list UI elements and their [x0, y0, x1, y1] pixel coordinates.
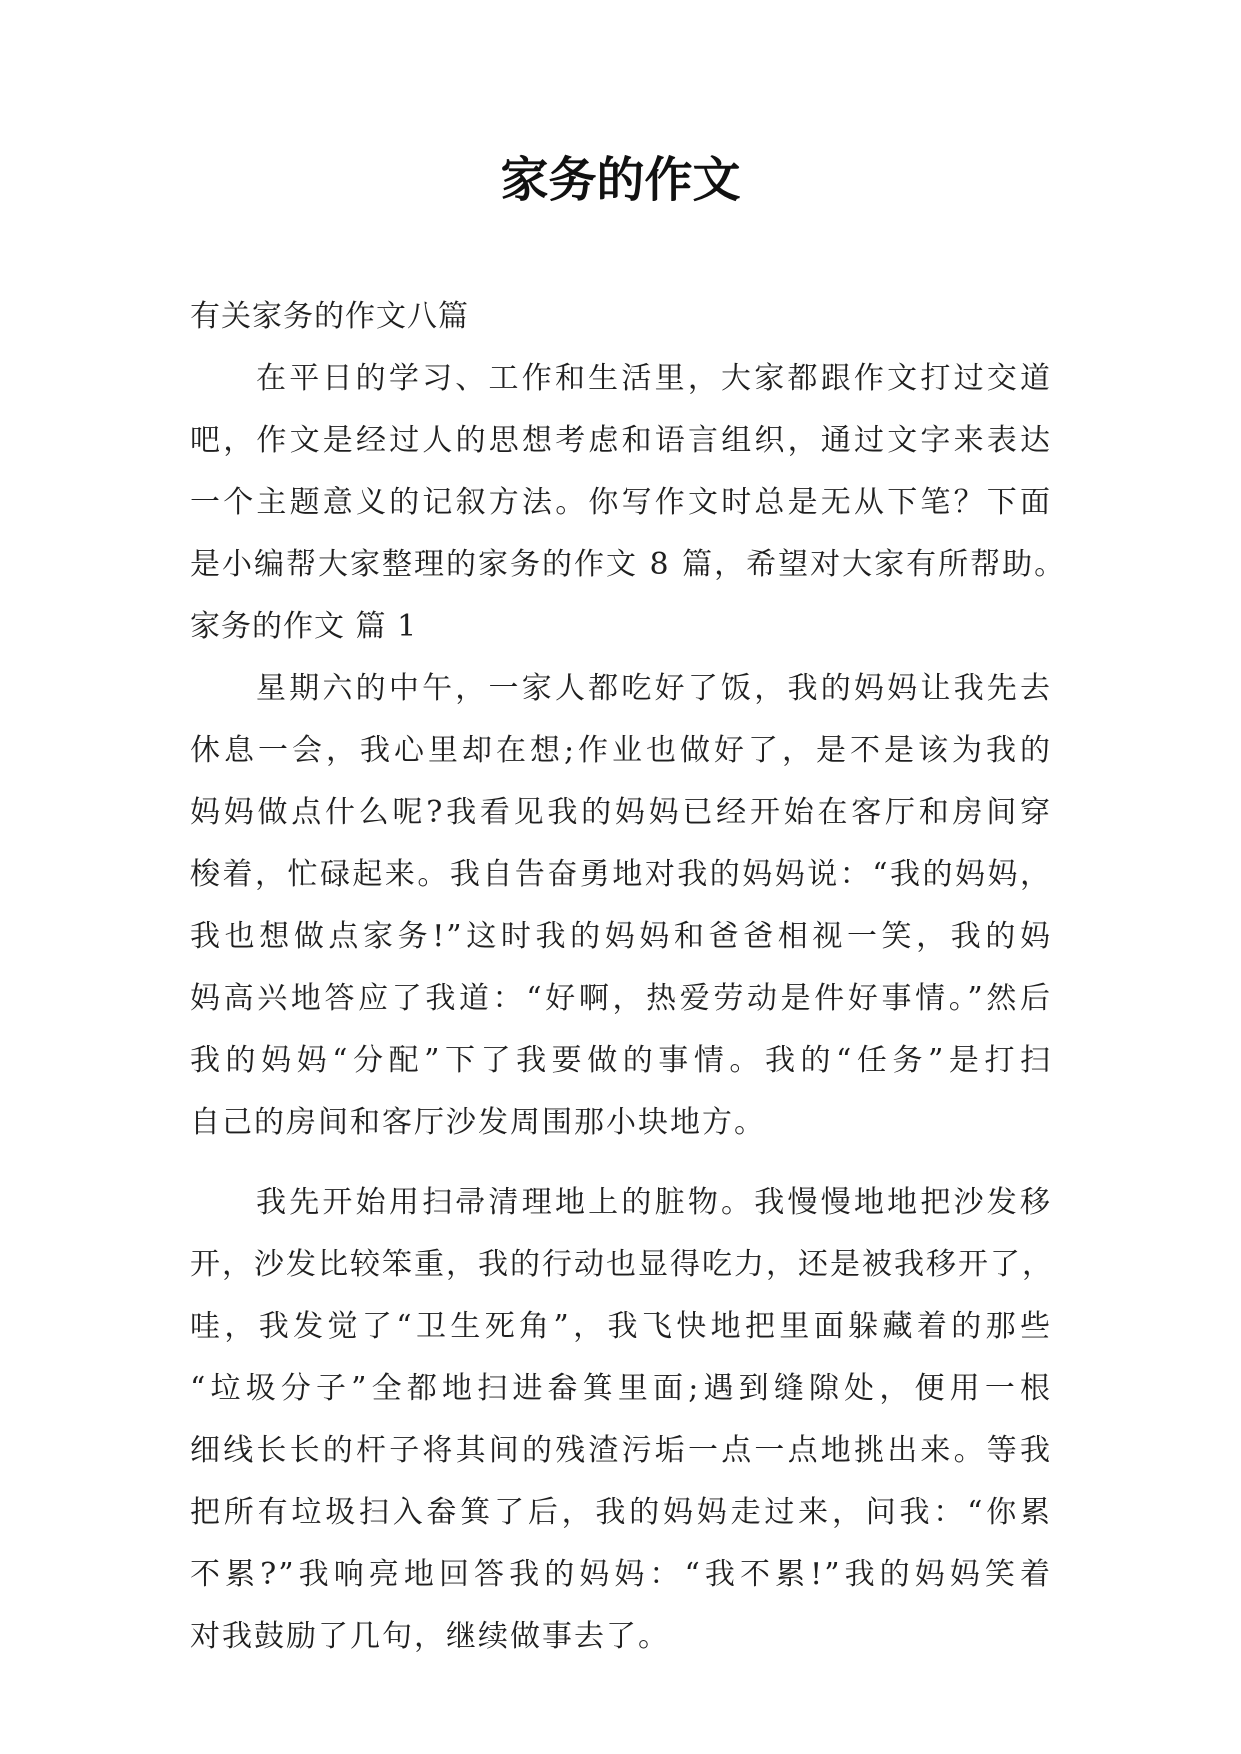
paragraph-2	[190, 1172, 1052, 1668]
text-line: 吧，作文是经过人的思想考虑和语言组织，通过文字来表达	[190, 423, 1052, 458]
text-line: 休息一会，我心里却在想;作业也做好了，是不是该为我的	[190, 733, 1052, 768]
text-line: 开，沙发比较笨重，我的行动也显得吃力，还是被我移开了，	[190, 1247, 1054, 1282]
text-line: 不累?”我响亮地回答我的妈妈：“我不累!”我的妈妈笑着	[190, 1557, 1052, 1592]
text-line: 一个主题意义的记叙方法。你写作文时总是无从下笔？下面	[190, 485, 1052, 520]
intro-paragraph	[190, 348, 1067, 596]
document-title: 家务的作文	[500, 152, 741, 208]
text-line: 我先开始用扫帚清理地上的脏物。我慢慢地地把沙发移	[256, 1185, 1052, 1220]
document-body	[190, 286, 1067, 1668]
text-line: 自己的房间和客厅沙发周围那小块地方。	[190, 1105, 766, 1140]
document-subtitle: 有关家务的作文八篇	[190, 299, 469, 334]
text-line: 妈高兴地答应了我道：“好啊，热爱劳动是件好事情。”然后	[190, 981, 1052, 1016]
text-line: 星期六的中午，一家人都吃好了饭，我的妈妈让我先去	[256, 671, 1052, 706]
text-line: “垃圾分子”全都地扫进畚箕里面;遇到缝隙处，便用一根	[190, 1371, 1052, 1406]
text-line: 细线长长的杆子将其间的残渣污垢一点一点地挑出来。等我	[190, 1433, 1052, 1468]
text-line: 是小编帮大家整理的家务的作文 8 篇，希望对大家有所帮助。	[190, 547, 1067, 582]
text-line: 我的妈妈“分配”下了我要做的事情。我的“任务”是打扫	[190, 1043, 1052, 1078]
text-line: 哇，我发觉了“卫生死角”，我飞快地把里面躲藏着的那些	[190, 1309, 1052, 1344]
text-line: 在平日的学习、工作和生活里，大家都跟作文打过交道	[256, 361, 1052, 396]
paragraph-1	[190, 658, 1052, 1154]
section-heading: 家务的作文 篇 1	[190, 609, 418, 644]
text-line: 梭着，忙碌起来。我自告奋勇地对我的妈妈说：“我的妈妈，	[190, 857, 1052, 892]
text-line: 我也想做点家务!”这时我的妈妈和爸爸相视一笑，我的妈	[190, 919, 1052, 954]
text-line: 妈妈做点什么呢?我看见我的妈妈已经开始在客厅和房间穿	[190, 795, 1052, 830]
text-line: 对我鼓励了几句，继续做事去了。	[190, 1619, 670, 1654]
paragraph-gap	[190, 1154, 1052, 1172]
text-line: 把所有垃圾扫入畚箕了后，我的妈妈走过来，问我：“你累	[190, 1495, 1052, 1530]
